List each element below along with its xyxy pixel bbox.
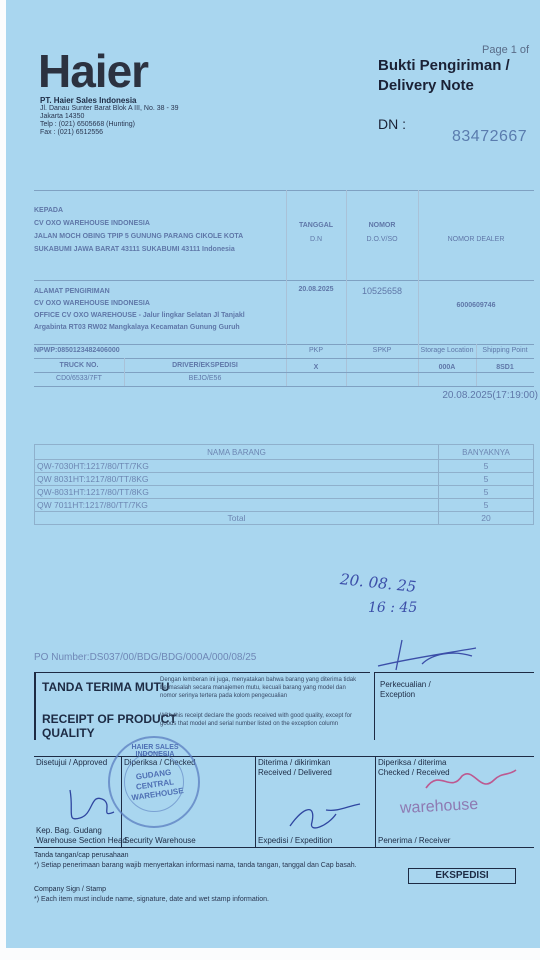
receipt-title-en-2: QUALITY <box>42 726 95 740</box>
consignee-name: CV OXO WAREHOUSE INDONESIA <box>34 220 150 227</box>
handwritten-time: 16 : 45 <box>368 600 418 616</box>
item-name: QW 7011HT:1217/80/TT/7KG <box>35 499 439 512</box>
truck-no-value: CD0/6533/7FT <box>56 375 102 382</box>
received-delivered-line-1: Diterima / dikirimkan <box>258 758 331 767</box>
divider <box>34 190 534 191</box>
nomor-value: 10525658 <box>361 286 403 296</box>
dn-number: 83472667 <box>452 128 528 145</box>
ship-address-2: Argabinta RT03 RW02 Mangkalaya Kecamatan Gunung Guruh <box>34 324 240 331</box>
receipt-title-id: TANDA TERIMA MUTU <box>42 680 170 694</box>
receipt-text-en: With this receipt declare the goods received with good quality, except for goods that model and serial number listed on the exception column <box>160 713 352 727</box>
company-name: PT. Haier Sales Indonesia <box>40 96 137 105</box>
section-head-line-1: Kep. Bag. Gudang <box>36 826 102 835</box>
company-sign-label-en: Company Sign / Stamp <box>34 886 106 893</box>
driver-label: DRIVER/EKSPEDISI <box>172 362 238 369</box>
dn-label: DN : <box>378 116 406 132</box>
table-row <box>35 460 534 473</box>
company-sign-label-id: Tanda tangan/cap perusahaan <box>34 852 129 859</box>
table-row <box>35 499 534 512</box>
exception-label: Perkecualian / Exception <box>380 680 431 699</box>
receipt-title-en-1: RECEIPT OF PRODUCT <box>42 712 177 726</box>
company-address-2: Jakarta 14350 <box>40 113 85 120</box>
security-warehouse-label: Security Warehouse <box>124 836 196 845</box>
receipt-text-id: Dengan lemberan ini juga, menyatakan bahwa barang yang diterima tidak bermasalah secara manajemen mutu, kecuali barang yang model dan nomor serinya tertera pada kolom pengecualian <box>160 677 357 699</box>
document-title-line-1: Bukti Pengiriman / <box>378 57 510 74</box>
divider <box>34 372 534 373</box>
received-delivered-label <box>258 758 332 778</box>
item-name: QW-8031HT:1217/80/TT/8KG <box>35 486 439 499</box>
section-head-line-2: Warehouse Section Head <box>36 836 127 845</box>
item-qty: 5 <box>439 499 534 512</box>
pkp-value: X <box>313 364 319 371</box>
nomor-sub: D.O.V/SO <box>366 236 398 243</box>
col-nama-barang: NAMA BARANG <box>35 445 439 460</box>
ekspedisi-copy-label: EKSPEDISI <box>408 868 516 884</box>
shipping-point-label: Shipping Point <box>482 347 528 354</box>
tanggal-value: 20.08.2025 <box>298 286 334 293</box>
truck-no-label: TRUCK NO. <box>59 362 99 369</box>
haier-logo: Haier <box>38 45 149 97</box>
consignee-block <box>34 204 243 256</box>
nomor-dealer-label: NOMOR DEALER <box>447 236 505 243</box>
company-telp: Telp : (021) 6505668 (Hunting) <box>40 121 135 128</box>
total-value: 20 <box>439 512 534 525</box>
tanggal-sub: D.N <box>309 236 323 243</box>
receiver-signature <box>420 764 520 800</box>
driver-value: BEJO/E56 <box>188 375 222 382</box>
warehouse-stamp: warehouse <box>399 795 479 818</box>
print-datetime: 20.08.2025(17:19:00) <box>442 390 538 401</box>
item-qty: 5 <box>439 460 534 473</box>
stamp-inner-text: GUDANG CENTRAL WAREHOUSE <box>130 767 185 803</box>
table-row <box>35 473 534 486</box>
page-number: Page 1 of <box>482 44 530 56</box>
shipping-point-value: 8SD1 <box>496 364 514 371</box>
po-number: PO Number:DS037/00/BDG/BDG/000A/000/08/25 <box>34 652 257 663</box>
column-divider <box>375 756 376 848</box>
item-qty: 5 <box>439 473 534 486</box>
received-delivered-line-2: Received / Delivered <box>258 768 332 777</box>
checked-received-line-2: Checked / Received <box>378 768 450 777</box>
approved-signature <box>60 782 120 826</box>
approved-label: Disetujui / Approved <box>36 758 108 767</box>
initial-signature <box>372 636 482 672</box>
dealer-value: 6000609746 <box>456 302 496 309</box>
nomor-label: NOMOR <box>368 222 396 229</box>
note-id: *) Setiap penerimaan barang wajib menyertakan informasi nama, tanda tangan, tanggal dan Cap basah. <box>34 862 357 869</box>
spkp-label: SPKP <box>372 347 392 354</box>
column-divider <box>418 190 419 386</box>
company-fax: Fax : (021) 6512556 <box>40 129 104 136</box>
consignee-address-1: JALAN MOCH OBING TPIP 5 GUNUNG PARANG CIKOLE KOTA <box>34 233 244 240</box>
consignee-address-2: SUKABUMI JAWA BARAT 43111 SUKABUMI 43111 Indonesia <box>34 246 235 253</box>
divider <box>34 280 534 281</box>
col-banyaknya: BANYAKNYA <box>439 445 534 460</box>
item-name: QW-7030HT:1217/80/TT/7KG <box>35 460 439 473</box>
expedition-signature <box>286 796 366 836</box>
receiver-label: Penerima / Receiver <box>378 836 451 845</box>
storage-location-value: 000A <box>438 364 456 371</box>
total-label: Total <box>35 512 439 525</box>
tanggal-label: TANGGAL <box>298 222 334 229</box>
divider <box>34 386 534 387</box>
alamat-label: ALAMAT PENGIRIMAN <box>34 288 110 295</box>
checked-label: Diperiksa / Checked <box>124 758 196 767</box>
shipping-address-block <box>34 286 245 334</box>
divider <box>34 344 534 345</box>
expedition-label: Expedisi / Expedition <box>258 836 333 845</box>
table-header-row <box>35 445 534 460</box>
note-en: *) Each item must include name, signature, date and wet stamp information. <box>34 896 270 903</box>
item-qty: 5 <box>439 486 534 499</box>
company-address-1: Jl. Danau Sunter Barat Blok A III, No. 38 - 39 <box>40 105 179 112</box>
kepada-label: KEPADA <box>34 207 64 214</box>
table-row <box>35 486 534 499</box>
column-divider <box>255 756 256 848</box>
storage-location-label: Storage Location <box>420 347 474 354</box>
stamp-text: HAIER SALES INDONESIA <box>131 744 179 758</box>
document-title-line-2: Delivery Note <box>378 77 474 94</box>
ship-name: CV OXO WAREHOUSE INDONESIA <box>34 300 150 307</box>
npwp: NPWP:0850123482406000 <box>34 347 120 354</box>
document-title <box>378 56 510 96</box>
handwritten-date: 20. 08. 25 <box>339 570 418 596</box>
item-name: QW 8031HT:1217/80/TT/8KG <box>35 473 439 486</box>
ship-address-1: OFFICE CV OXO WAREHOUSE - Jalur lingkar Selatan Jl Tanjakl <box>34 312 245 319</box>
checked-received-line-1: Diperiksa / diterima <box>378 758 447 767</box>
section-head-label <box>36 826 127 846</box>
divider <box>34 358 534 359</box>
items-table <box>34 444 534 525</box>
total-row <box>35 512 534 525</box>
pkp-label: PKP <box>308 347 323 354</box>
